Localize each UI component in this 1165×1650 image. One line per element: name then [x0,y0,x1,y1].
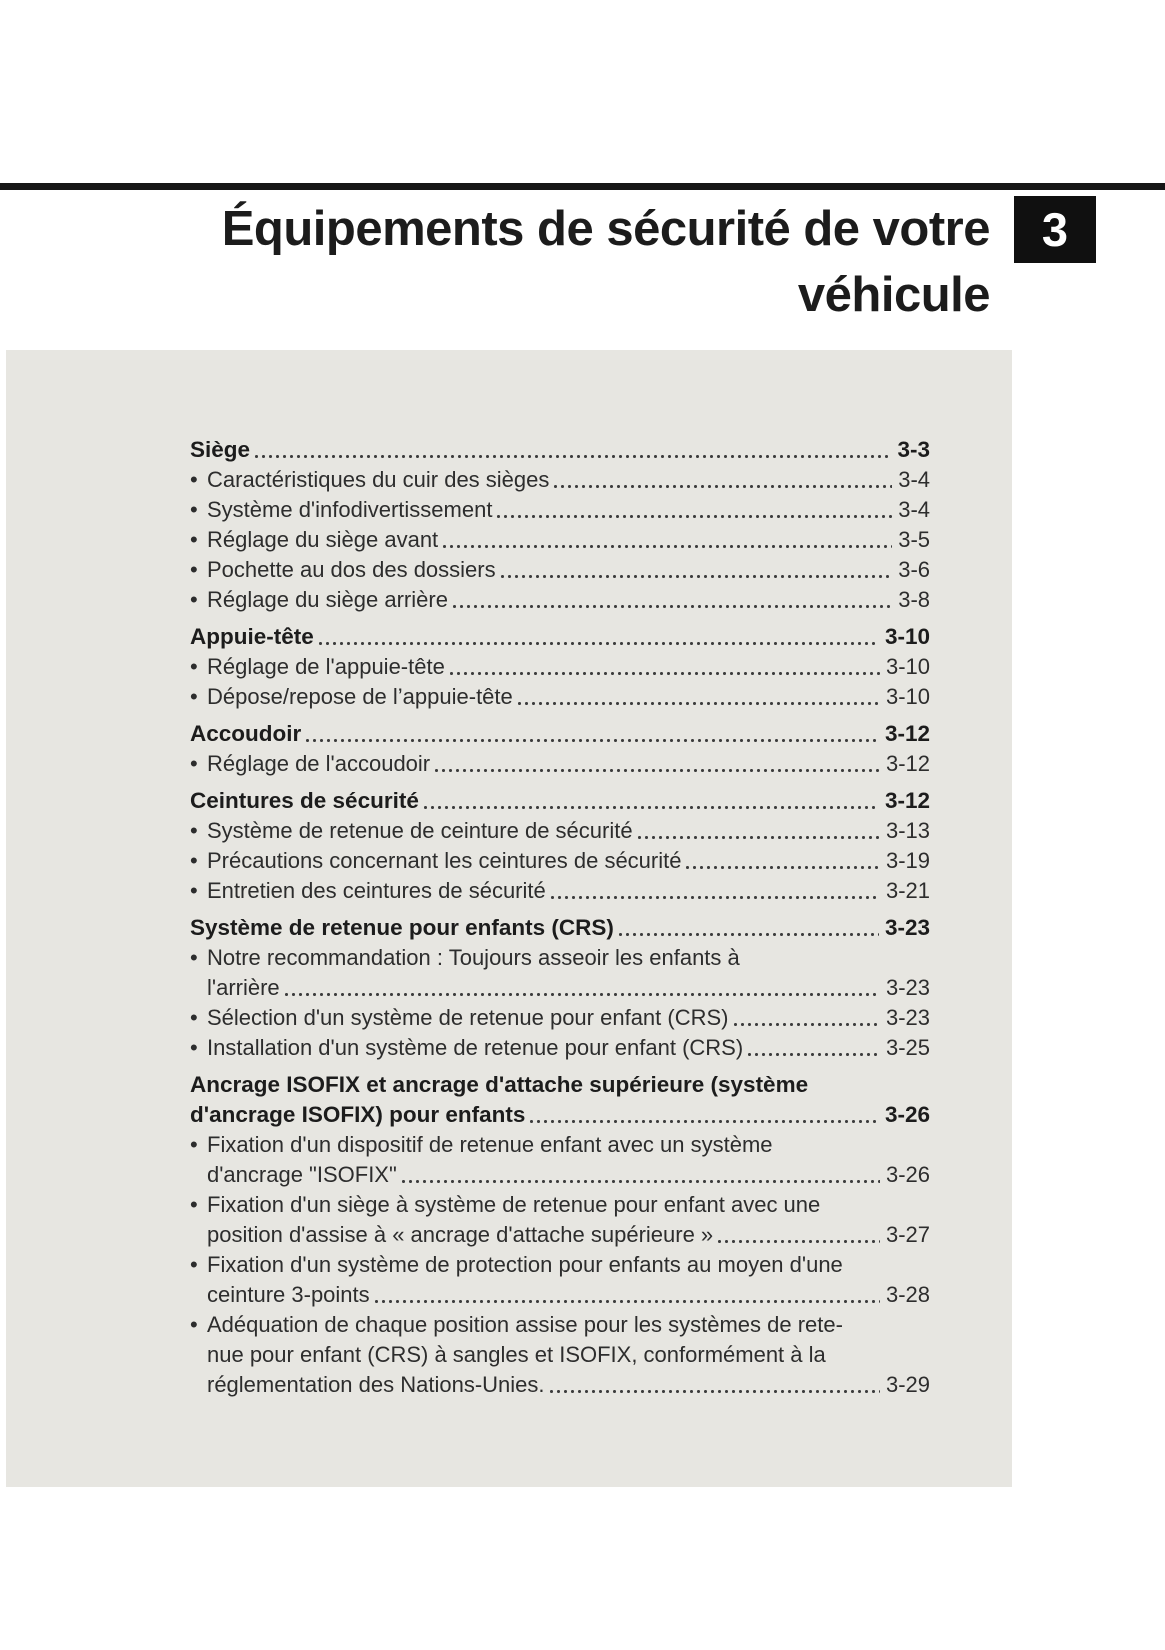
dotted-leader [319,642,879,646]
bullet-icon: • [190,848,198,873]
bullet-icon: • [190,1192,198,1217]
toc-page-number: 3-6 [898,557,930,582]
toc-line [190,585,930,615]
toc-section-entry [190,913,930,943]
toc-line [190,973,930,1003]
bullet-icon: • [190,527,198,552]
toc-line [190,876,930,906]
toc-page-number: 3-12 [884,721,930,746]
toc-section-entry [190,435,930,465]
toc-page-number: 3-19 [885,848,930,873]
dotted-leader [497,515,892,519]
toc-entry-text: Siège [190,437,251,462]
toc-entry-text: Réglage du siège arrière [207,587,448,612]
toc-line [190,1250,930,1280]
toc-item-entry [190,652,930,682]
dotted-leader [619,933,879,937]
toc-line [190,1100,930,1130]
dotted-leader [550,1390,880,1394]
toc-page-number: 3-10 [885,684,930,709]
toc-entry-text: Réglage de l'accoudoir [207,751,431,776]
chapter-divider-rule [0,183,1165,190]
toc-entry-text: d'ancrage "ISOFIX" [207,1162,397,1187]
dotted-leader [255,455,891,459]
toc-line [190,816,930,846]
dotted-leader [435,769,880,773]
dotted-leader [748,1053,880,1057]
page-title [222,196,990,328]
toc-item-entry [190,749,930,779]
toc-entry-text: d'ancrage ISOFIX) pour enfants [190,1102,526,1127]
dotted-leader [686,866,879,870]
toc-entry-text: Entretien des ceintures de sécurité [207,878,546,903]
toc-panel [6,350,1012,1487]
bullet-icon: • [190,497,198,522]
toc-page-number: 3-12 [884,788,930,813]
toc-line [190,495,930,525]
toc-item-entry [190,585,930,615]
bullet-icon: • [190,654,198,679]
toc-entry-text: Réglage du siège avant [207,527,439,552]
toc-line [190,1370,930,1400]
toc-line [190,943,930,973]
page-title-line1: Équipements de sécurité de votre [221,202,990,256]
toc-entry-text: Fixation d'un dispositif de retenue enfant avec un système [207,1132,773,1157]
dotted-leader [402,1180,880,1184]
toc-page-number: 3-23 [885,975,930,1000]
toc-entry-text: Sélection d'un système de retenue pour enfant (CRS) [207,1005,729,1030]
toc-line [190,1033,930,1063]
toc-entry-text: Notre recommandation : Toujours asseoir les enfants à [207,945,740,970]
bullet-icon: • [190,684,198,709]
toc-page-number: 3-29 [885,1372,930,1397]
toc-page-number: 3-12 [885,751,930,776]
toc-entry-text: l'arrière [207,975,280,1000]
dotted-leader [424,806,879,810]
toc-line [190,465,930,495]
bullet-icon: • [190,1252,198,1277]
toc-entry-text: Dépose/repose de l’appuie-tête [207,684,513,709]
bullet-icon: • [190,1035,198,1060]
toc-section-entry [190,719,930,749]
toc-line [190,1160,930,1190]
bullet-icon: • [190,467,198,492]
toc-entry-text: Précautions concernant les ceintures de sécurité [207,848,682,873]
toc-page-number: 3-25 [885,1035,930,1060]
toc-page-number: 3-26 [884,1102,930,1127]
toc-line [190,749,930,779]
dotted-leader [443,545,892,549]
bullet-icon: • [190,1005,198,1030]
toc-entry-text: Accoudoir [190,721,302,746]
toc-page-number: 3-26 [885,1162,930,1187]
toc-section-entry [190,622,930,652]
dotted-leader [551,896,880,900]
toc-entry-text: réglementation des Nations-Unies. [207,1372,545,1397]
toc-entry-text: Appuie-tête [190,624,314,649]
page-title-line2: véhicule [797,268,990,322]
toc-line [190,435,930,465]
toc-page-number: 3-23 [884,915,930,940]
toc-entry-text: Réglage de l'appuie-tête [207,654,445,679]
toc-page-number: 3-28 [885,1282,930,1307]
toc-item-entry [190,682,930,712]
dotted-leader [718,1240,880,1244]
toc-page-number: 3-5 [898,527,930,552]
toc-entry-text: Système de retenue pour enfants (CRS) [190,915,614,940]
toc-entry-text: Adéquation de chaque position assise pour les systèmes de rete- [207,1312,843,1337]
toc-page-number: 3-10 [885,654,930,679]
bullet-icon: • [190,1132,198,1157]
toc-line [190,786,930,816]
toc-line [190,1070,930,1100]
toc-entry-text: Fixation d'un système de protection pour enfants au moyen d'une [207,1252,843,1277]
toc-page-number: 3-4 [898,497,930,522]
toc-line [190,1220,930,1250]
dotted-leader [734,1023,880,1027]
toc-entry-text: Ceintures de sécurité [190,788,419,813]
toc-item-entry [190,1003,930,1033]
toc-item-entry [190,943,930,1003]
dotted-leader [638,836,880,840]
dotted-leader [453,605,892,609]
toc-page-number: 3-27 [885,1222,930,1247]
toc-entry-text: ceinture 3-points [207,1282,370,1307]
toc-entry-text: Pochette au dos des dossiers [207,557,496,582]
toc-list [190,435,930,1400]
toc-section-entry [190,786,930,816]
toc-line [190,1310,930,1340]
toc-line [190,719,930,749]
toc-entry-text: Système d'infodivertissement [207,497,493,522]
dotted-leader [285,993,880,997]
toc-page-number: 3-3 [897,437,930,462]
toc-item-entry [190,465,930,495]
toc-item-entry [190,1190,930,1250]
toc-entry-text: Caractéristiques du cuir des sièges [207,467,550,492]
toc-page-number: 3-10 [884,624,930,649]
toc-entry-text: Fixation d'un siège à système de retenue pour enfant avec une [207,1192,821,1217]
bullet-icon: • [190,751,198,776]
toc-entry-text: Installation d'un système de retenue pour enfant (CRS) [207,1035,744,1060]
toc-line [190,1340,930,1370]
toc-item-entry [190,816,930,846]
toc-line [190,1190,930,1220]
bullet-icon: • [190,945,198,970]
dotted-leader [375,1300,880,1304]
toc-item-entry [190,555,930,585]
toc-line [190,652,930,682]
bullet-icon: • [190,587,198,612]
toc-page-number: 3-13 [885,818,930,843]
toc-entry-text: Ancrage ISOFIX et ancrage d'attache supérieure (système [190,1072,809,1097]
dotted-leader [306,739,879,743]
toc-page-number: 3-21 [885,878,930,903]
dotted-leader [554,485,892,489]
toc-item-entry [190,1033,930,1063]
toc-line [190,846,930,876]
toc-page-number: 3-8 [898,587,930,612]
toc-line [190,913,930,943]
toc-item-entry [190,495,930,525]
toc-line [190,622,930,652]
toc-line [190,1280,930,1310]
toc-item-entry [190,846,930,876]
toc-page-number: 3-23 [885,1005,930,1030]
dotted-leader [501,575,893,579]
dotted-leader [518,702,880,706]
toc-item-entry [190,1130,930,1190]
dotted-leader [530,1120,879,1124]
toc-page-number: 3-4 [898,467,930,492]
bullet-icon: • [190,1312,198,1337]
toc-section-entry [190,1070,930,1130]
toc-line [190,1003,930,1033]
bullet-icon: • [190,818,198,843]
toc-line [190,682,930,712]
toc-entry-text: nue pour enfant (CRS) à sangles et ISOFIX, conformément à la [207,1342,826,1367]
bullet-icon: • [190,878,198,903]
toc-line [190,525,930,555]
toc-entry-text: Système de retenue de ceinture de sécurité [207,818,633,843]
chapter-number: 3 [1041,203,1069,256]
toc-item-entry [190,525,930,555]
dotted-leader [450,672,880,676]
bullet-icon: • [190,557,198,582]
toc-line [190,1130,930,1160]
toc-item-entry [190,1250,930,1310]
chapter-number-box [1014,196,1096,263]
toc-item-entry [190,1310,930,1400]
toc-item-entry [190,876,930,906]
toc-entry-text: position d'assise à « ancrage d'attache supérieure » [207,1222,714,1247]
toc-line [190,555,930,585]
